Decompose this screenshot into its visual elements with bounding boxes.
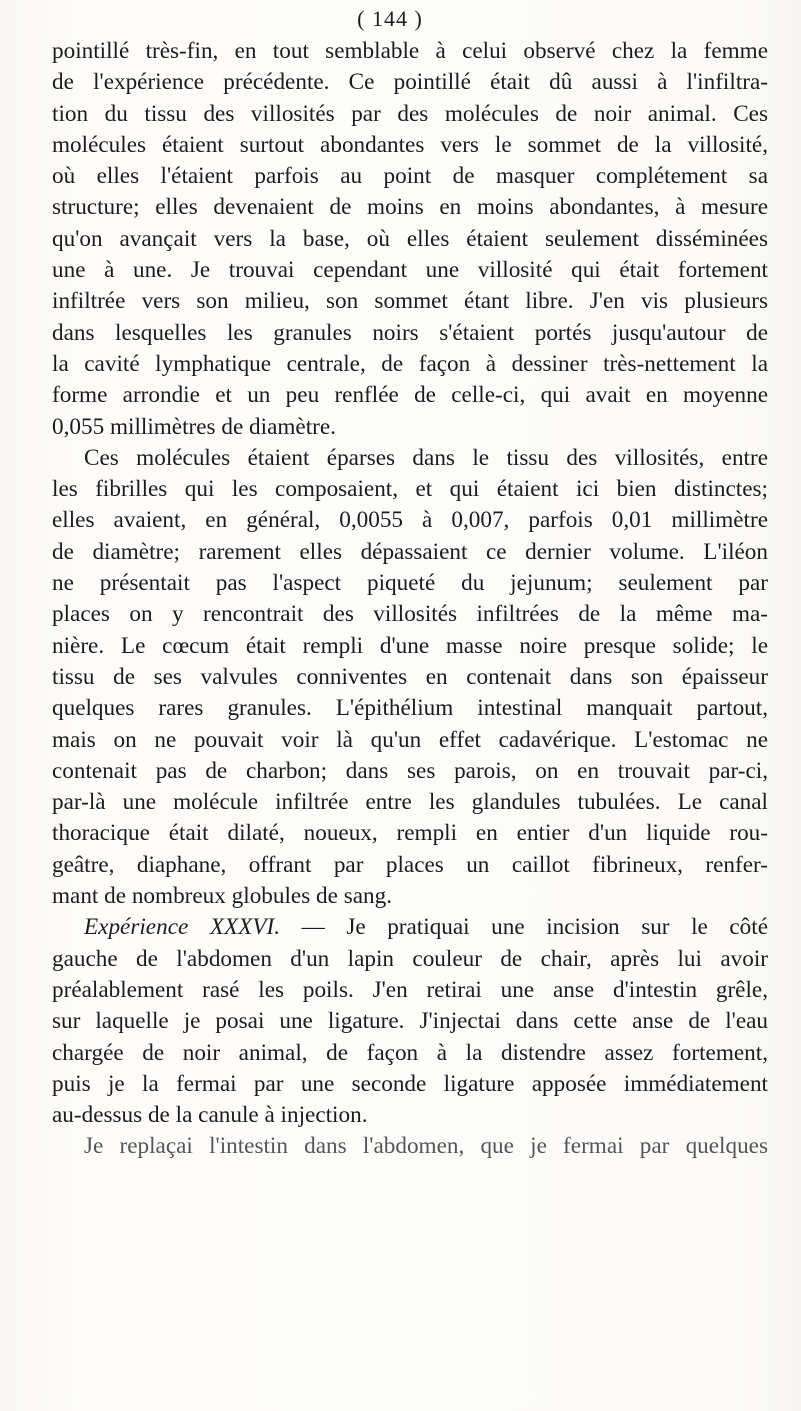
text-line: thoracique était dilaté, noueux, rempli en entier d'un liquide rou- [52, 820, 768, 847]
text-line: une à une. Je trouvai cependant une villosité qui était fortement [52, 257, 768, 284]
text-line: Je replaçai l'intestin dans l'abdomen, que je fermai par quelques [84, 1133, 768, 1160]
text-line: structure; elles devenaient de moins en moins abondantes, à mesure [52, 194, 768, 221]
text-line: Ces molécules étaient éparses dans le tissu des villosités, entre [84, 444, 768, 471]
text-line: les fibrilles qui les composaient, et qui étaient ici bien distinctes; [52, 476, 768, 503]
experiment-line [52, 912, 768, 943]
text-line: puis je la fermai par une seconde ligature apposée immédiatement [52, 1070, 768, 1097]
text-line: sur laquelle je posai une ligature. J'injectai dans cette anse de l'eau [52, 1008, 768, 1035]
text-line: quelques rares granules. L'épithélium intestinal manquait partout, [52, 695, 768, 722]
text-line: la cavité lymphatique centrale, de façon à dessiner très-nettement la [52, 350, 768, 377]
text-line: gauche de l'abdomen d'un lapin couleur de chair, après lui avoir [52, 945, 768, 972]
text-line: infiltrée vers son milieu, son sommet étant libre. J'en vis plusieurs [52, 288, 768, 315]
text-line: au-dessus de la canule à injection. [52, 1102, 368, 1129]
text-line: geâtre, diaphane, offrant par places un caillot fibrineux, renfer- [52, 851, 768, 878]
text-line: qu'on avançait vers la base, où elles étaient seulement disséminées [52, 225, 768, 252]
text-line: ne présentait pas l'aspect piqueté du jejunum; seulement par [52, 570, 768, 597]
text-line: préalablement rasé les poils. J'en retirai une anse d'intestin grêle, [52, 976, 768, 1003]
text-line: contenait pas de charbon; dans ses parois, on en trouvait par-ci, [52, 757, 768, 784]
text-line: dans lesquelles les granules noirs s'étaient portés jusqu'autour de [52, 319, 768, 346]
text-line: de l'expérience précédente. Ce pointillé était dû aussi à l'infiltra- [52, 69, 768, 96]
text-line: nière. Le cœcum était rempli d'une masse noire presque solide; le [52, 632, 768, 659]
text-line: où elles l'étaient parfois au point de masquer complétement sa [52, 163, 768, 190]
text-line: pointillé très-fin, en tout semblable à celui observé chez la femme [52, 38, 768, 64]
text-line: mais on ne pouvait voir là qu'un effet cadavérique. L'estomac ne [52, 726, 768, 753]
text-line: mant de nombreux globules de sang. [52, 883, 393, 910]
text-line: tissu de ses valvules conniventes en contenait dans son épaisseur [52, 663, 768, 690]
experiment-line-text: — Je pratiquai une incision sur le côté [301, 914, 769, 941]
text-line: de diamètre; rarement elles dépassaient ce dernier volume. L'iléon [52, 538, 768, 565]
text-line: 0,055 millimètres de diamètre. [52, 413, 336, 440]
experiment-heading: Expérience XXXVI. [84, 914, 281, 941]
text-line: forme arrondie et un peu renflée de celle-ci, qui avait en moyenne [52, 382, 768, 409]
page-number: ( 144 ) [357, 6, 423, 31]
body-text [52, 36, 768, 1163]
text-line: molécules étaient surtout abondantes vers le sommet de la villosité, [52, 131, 768, 158]
text-line: places on y rencontrait des villosités infiltrées de la même ma- [52, 601, 768, 628]
text-line: chargée de noir animal, de façon à la distendre assez fortement, [52, 1039, 768, 1066]
text-line: tion du tissu des villosités par des molécules de noir animal. Ces [52, 100, 768, 127]
text-line: elles avaient, en général, 0,0055 à 0,007, parfois 0,01 millimètre [52, 507, 768, 534]
text-line: par-là une molécule infiltrée entre les glandules tubulées. Le canal [52, 789, 768, 816]
